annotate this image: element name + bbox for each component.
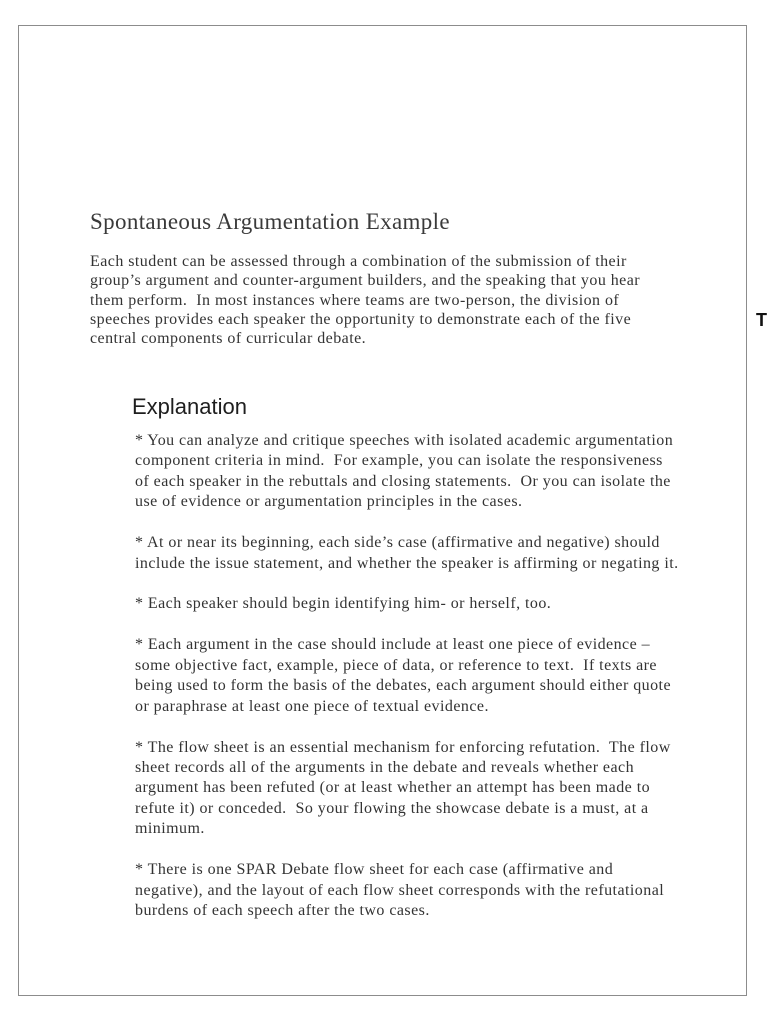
explanation-paragraph [135, 431, 679, 513]
explanation-line: include the issue statement, and whether the speaker is affirming or negating it. [135, 554, 679, 572]
intro-line: speeches provides each speaker the opportunity to demonstrate each of the five [90, 310, 632, 328]
explanation-heading: Explanation [132, 394, 247, 419]
explanation-line: burdens of each speech after the two cases. [135, 901, 430, 919]
explanation-line: * You can analyze and critique speeches with isolated academic argumentation [135, 432, 674, 449]
explanation-line: argument has been refuted (or at least whether an attempt has been made to [135, 779, 651, 797]
explanation-body [135, 431, 679, 942]
explanation-paragraph [135, 635, 679, 717]
explanation-paragraph [135, 738, 679, 840]
explanation-line: minimum. [135, 820, 205, 838]
intro-line: central components of curricular debate. [90, 330, 367, 347]
explanation-line: refute it) or conceded. So your flowing the showcase debate is a must, at a [135, 799, 649, 817]
explanation-line: or paraphrase at least one piece of textual evidence. [135, 697, 489, 715]
explanation-line: component criteria in mind. For example, you can isolate the responsiveness [135, 452, 663, 470]
explanation-line: of each speaker in the rebuttals and closing statements. Or you can isolate the [135, 472, 671, 490]
explanation-line: negative), and the layout of each flow sheet corresponds with the refutational [135, 881, 665, 899]
explanation-line: * At or near its beginning, each side’s case (affirmative and negative) should [135, 534, 660, 552]
explanation-line: * There is one SPAR Debate flow sheet for each case (affirmative and [135, 861, 614, 879]
explanation-line: * The flow sheet is an essential mechanism for enforcing refutation. The flow [135, 738, 671, 756]
explanation-paragraph [135, 594, 679, 614]
document-title: Spontaneous Argumentation Example [90, 209, 450, 234]
intro-line: Each student can be assessed through a combination of the submission of their [90, 253, 627, 270]
intro-paragraph [90, 252, 640, 348]
explanation-line: * Each speaker should begin identifying him- or herself, too. [135, 595, 552, 613]
intro-line: group’s argument and counter-argument builders, and the speaking that you hear [90, 272, 641, 290]
explanation-line: * Each argument in the case should include at least one piece of evidence – [135, 636, 651, 654]
intro-line: them perform. In most instances where teams are two-person, the division of [90, 291, 620, 309]
explanation-paragraph [135, 533, 679, 574]
explanation-paragraph [135, 860, 679, 921]
explanation-line: use of evidence or argumentation principles in the cases. [135, 493, 523, 511]
explanation-line: sheet records all of the arguments in the debate and reveals whether each [135, 758, 635, 776]
cut-off-text-clip [756, 309, 768, 333]
explanation-line: some objective fact, example, piece of data, or reference to text. If texts are [135, 656, 657, 674]
explanation-line: being used to form the basis of the debates, each argument should either quote [135, 677, 671, 695]
cut-off-text: T [756, 310, 767, 330]
